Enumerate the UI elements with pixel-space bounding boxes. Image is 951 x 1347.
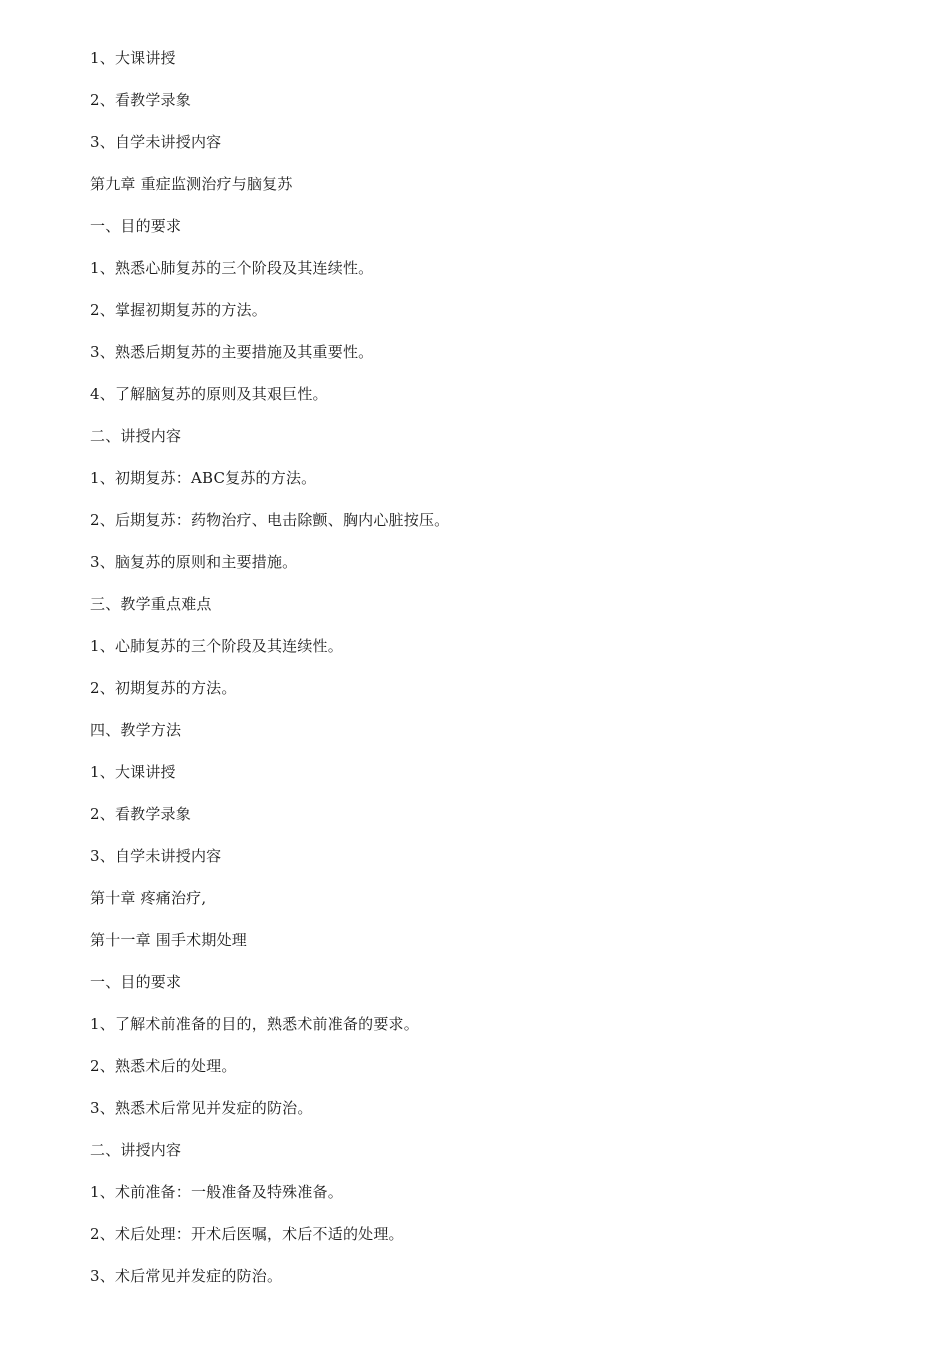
text-line: 3、自学未讲授内容 xyxy=(90,847,222,865)
chapter-heading: 第九章 重症监测治疗与脑复苏 xyxy=(90,175,293,193)
document-body xyxy=(90,47,449,1307)
text-line: 2、后期复苏：药物治疗、电击除颤、胸内心脏按压。 xyxy=(90,511,450,529)
text-line: 3、熟悉术后常见并发症的防治。 xyxy=(90,1099,313,1117)
text-line: 3、熟悉后期复苏的主要措施及其重要性。 xyxy=(90,343,374,361)
text-line: 2、术后处理：开术后医嘱，术后不适的处理。 xyxy=(90,1225,404,1243)
section-heading: 四、教学方法 xyxy=(90,721,182,739)
text-line: 2、看教学录象 xyxy=(90,91,191,109)
section-heading: 二、讲授内容 xyxy=(90,1141,182,1159)
text-line: 1、了解术前准备的目的，熟悉术前准备的要求。 xyxy=(90,1015,419,1033)
text-line: 3、自学未讲授内容 xyxy=(90,133,222,151)
chapter-heading: 第十一章 围手术期处理 xyxy=(90,931,247,949)
section-heading: 三、教学重点难点 xyxy=(90,595,212,613)
text-line: 2、熟悉术后的处理。 xyxy=(90,1057,237,1075)
text-line: 2、初期复苏的方法。 xyxy=(90,679,237,697)
section-heading: 二、讲授内容 xyxy=(90,427,182,445)
text-line: 3、术后常见并发症的防治。 xyxy=(90,1267,283,1285)
text-line: 1、术前准备：一般准备及特殊准备。 xyxy=(90,1183,343,1201)
text-line: 2、看教学录象 xyxy=(90,805,191,823)
text-line: 1、熟悉心肺复苏的三个阶段及其连续性。 xyxy=(90,259,374,277)
text-line: 3、脑复苏的原则和主要措施。 xyxy=(90,553,298,571)
text-line: 2、掌握初期复苏的方法。 xyxy=(90,301,267,319)
section-heading: 一、目的要求 xyxy=(90,217,182,235)
section-heading: 一、目的要求 xyxy=(90,973,182,991)
text-line: 4、了解脑复苏的原则及其艰巨性。 xyxy=(90,385,328,403)
text-line: 1、初期复苏：ABC复苏的方法。 xyxy=(90,469,317,487)
chapter-heading: 第十章 疼痛治疗, xyxy=(90,889,207,907)
text-line: 1、心肺复苏的三个阶段及其连续性。 xyxy=(90,637,343,655)
text-line: 1、大课讲授 xyxy=(90,49,176,67)
text-line: 1、大课讲授 xyxy=(90,763,176,781)
